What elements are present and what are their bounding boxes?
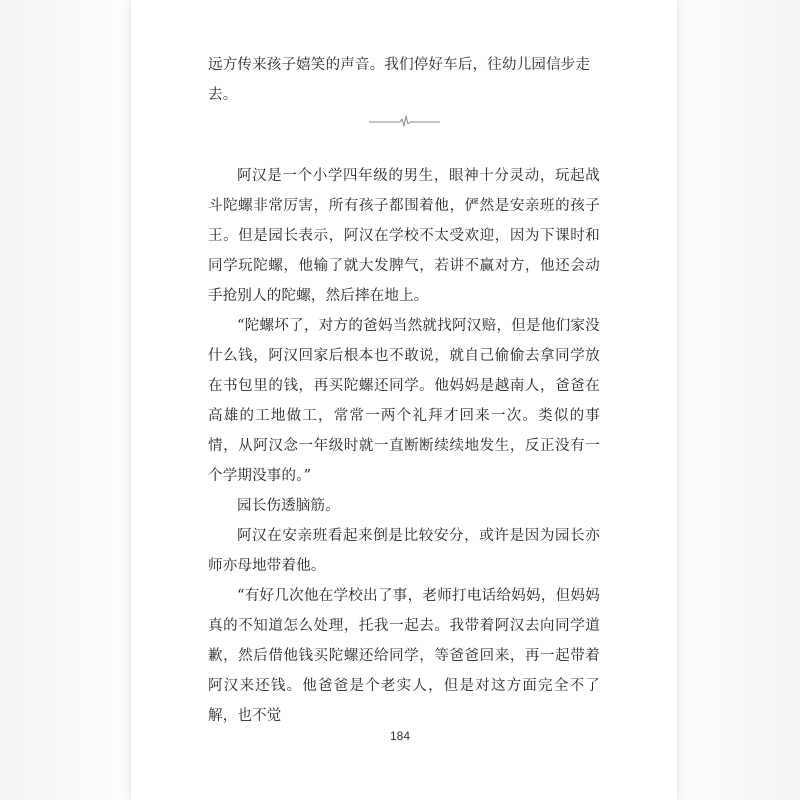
paragraph: “陀螺坏了，对方的爸妈当然就找阿汉赔，但是他们家没什么钱，阿汉回家后根本也不敢说，就自己偷偷去拿同学放在书包里的钱，再买陀螺还同学。他妈妈是越南人，爸爸在高雄的工地做工，常常一两个礼拜才回来一次。类似的事情，从阿汉念一年级时就一直断断续续地发生，反正没有一个学期没事的。”: [208, 318, 600, 484]
paragraph: 园长伤透脑筋。: [237, 498, 340, 514]
lead-line: 远方传来孩子嬉笑的声音。我们停好车后，往幼儿园信步走去。: [208, 57, 591, 103]
paragraph: 阿汉是一个小学四年级的男生，眼神十分灵动，玩起战斗陀螺非常厉害，所有孩子都围着他，俨然是安亲班的孩子王。但是园长表示，阿汉在学校不太受欢迎，因为下课时和同学玩陀螺，他输了就大发脾气，若讲不赢对方，他还会动手抢别人的陀螺，然后摔在地上。: [208, 168, 600, 304]
heartbeat-divider-icon: [369, 114, 440, 130]
paragraph: 阿汉在安亲班看起来倒是比较安分，或许是因为园长亦师亦母地带着他。: [208, 528, 600, 574]
page-number: 184: [389, 729, 411, 743]
paragraph: “有好几次他在学校出了事，老师打电话给妈妈，但妈妈真的不知道怎么处理，托我一起去。我带着阿汉去向同学道歉，然后借他钱买陀螺还给同学，等爸爸回来，再一起带着阿汉来还钱。他爸爸是个老实人，但是对这方面完全不了解，也不觉: [208, 588, 600, 724]
body-text: [208, 161, 600, 731]
